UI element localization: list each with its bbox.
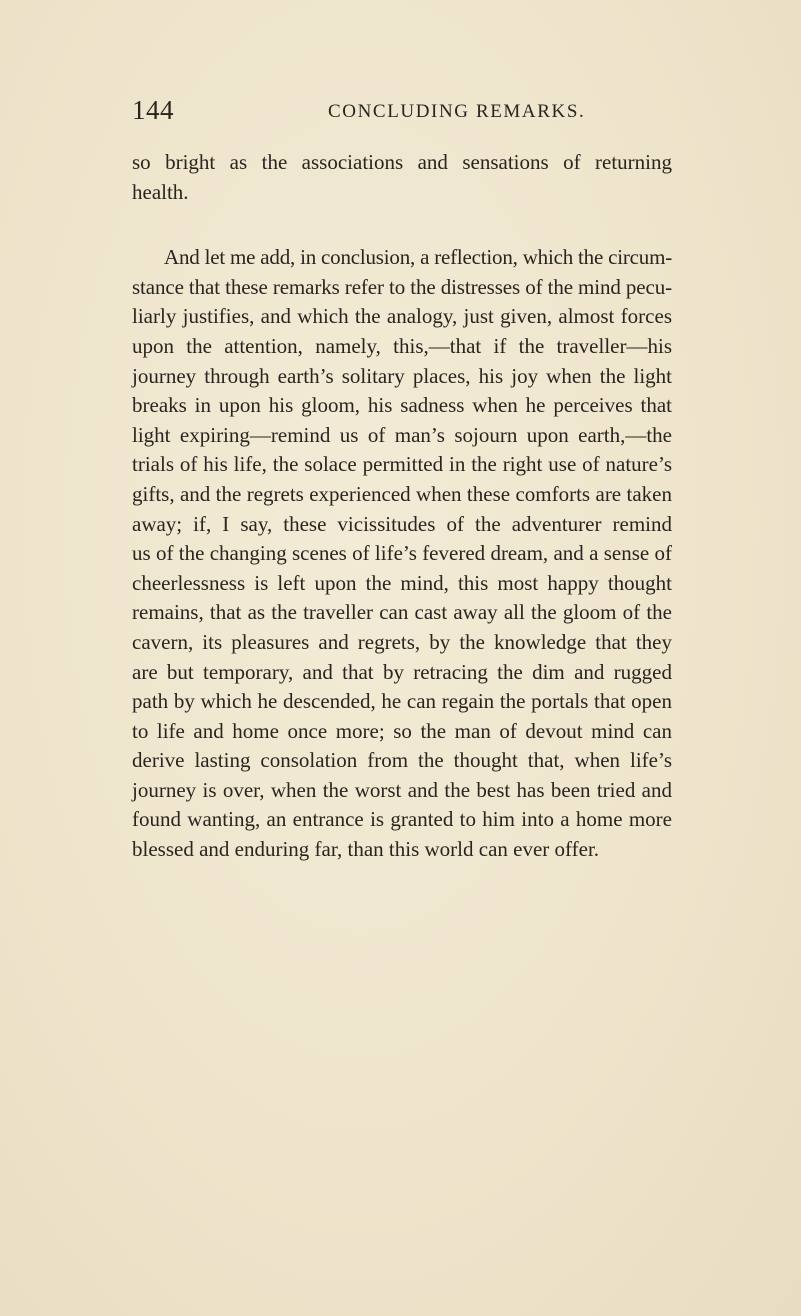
- text-line: blessed and enduring far, than this world can ever offer.: [132, 837, 600, 862]
- text-line: to life and home once more; so the man of devout mind can: [132, 718, 672, 743]
- text-line: health.: [132, 179, 189, 204]
- body-text: [132, 148, 672, 865]
- text-line: found wanting, an entrance is granted to him into a home more: [132, 807, 672, 832]
- text-line: gifts, and the regrets experienced when these comforts are taken: [132, 481, 672, 506]
- paragraph-1: [132, 148, 672, 207]
- text-line: journey is over, when the worst and the best has been tried and: [132, 777, 672, 802]
- text-line: us of the changing scenes of life’s fevered dream, and a sense of: [132, 541, 672, 566]
- text-line: cheerlessness is left upon the mind, this most happy thought: [132, 570, 672, 595]
- text-line: trials of his life, the solace permitted in the right use of nature’s: [132, 452, 672, 477]
- paragraph-2: [132, 243, 672, 864]
- text-line: remains, that as the traveller can cast away all the gloom of the: [132, 600, 672, 625]
- text-line: breaks in upon his gloom, his sadness when he perceives that: [132, 393, 672, 418]
- running-head: [132, 90, 672, 130]
- text-line: upon the attention, namely, this,—that if the traveller—his: [132, 333, 672, 358]
- text-line: are but temporary, and that by retracing the dim and rugged: [132, 659, 672, 684]
- page-number: 144: [132, 95, 174, 125]
- running-head-title: CONCLUDING REMARKS.: [328, 101, 586, 122]
- text-line: journey through earth’s solitary places, his joy when the light: [132, 363, 672, 388]
- text-line: cavern, its pleasures and regrets, by the knowledge that they: [132, 629, 672, 654]
- text-line: stance that these remarks refer to the distresses of the mind pecu-: [132, 274, 672, 299]
- text-line: And let me add, in conclusion, a reflection, which the circum-: [164, 245, 672, 270]
- text-line: path by which he descended, he can regain the portals that open: [132, 689, 672, 714]
- text-line: derive lasting consolation from the thought that, when life’s: [132, 748, 672, 773]
- text-line: so bright as the associations and sensations of returning: [132, 150, 672, 174]
- text-line: light expiring—remind us of man’s sojourn upon earth,—the: [132, 422, 672, 447]
- text-line: away; if, I say, these vicissitudes of the adventurer remind: [132, 511, 672, 536]
- text-line: liarly justifies, and which the analogy, just given, almost forces: [132, 304, 672, 329]
